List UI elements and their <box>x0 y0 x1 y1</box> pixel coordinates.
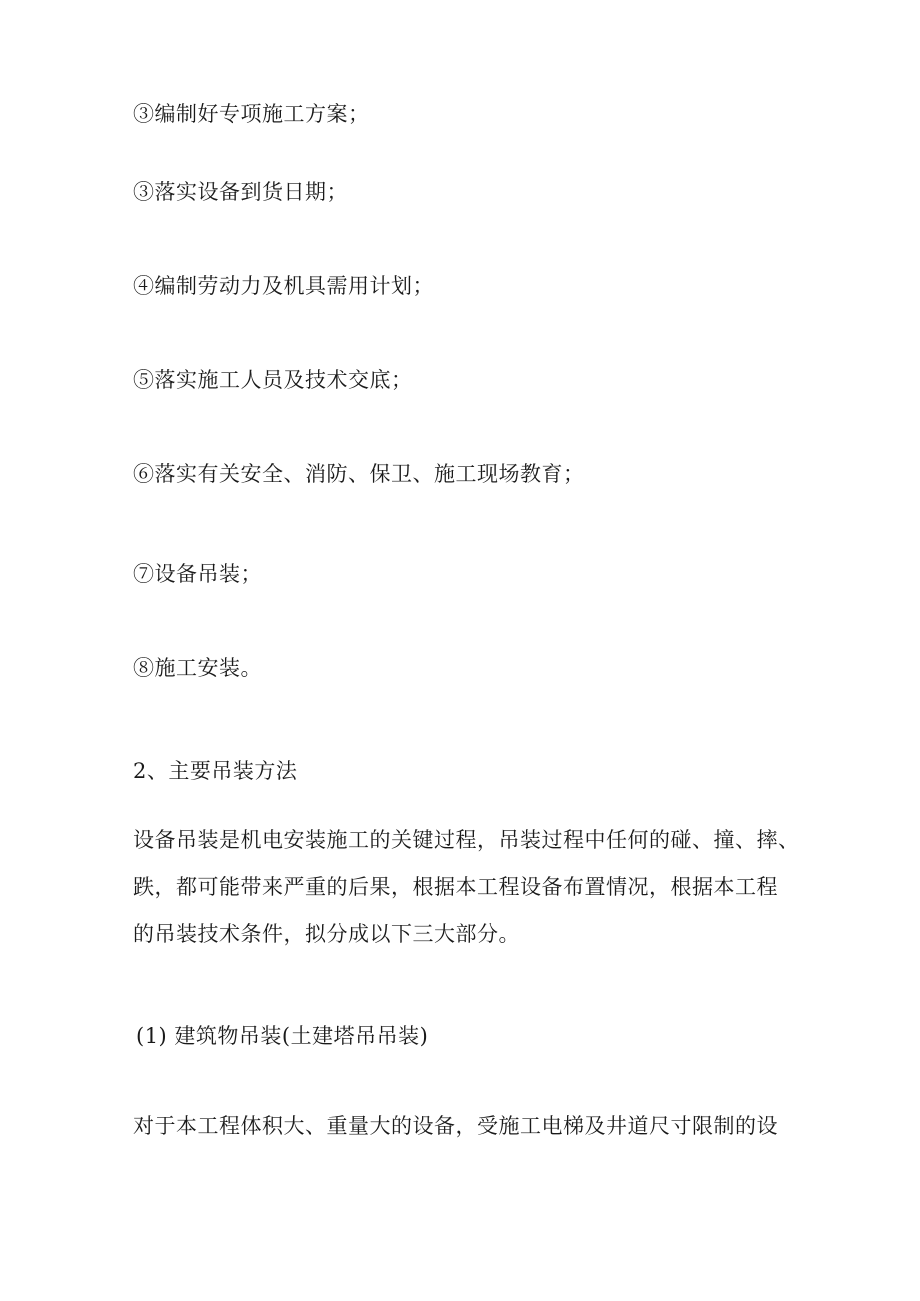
step-item-1: ③编制好专项施工方案； <box>133 102 370 126</box>
paragraph-line-1: 设备吊装是机电安装施工的关键过程，吊装过程中任何的碰、撞、摔、 <box>133 828 800 852</box>
step-item-6: ⑦设备吊装； <box>133 562 262 586</box>
step-item-4: ⑤落实施工人员及技术交底； <box>133 368 413 392</box>
step-item-3: ④编制劳动力及机具需用计划； <box>133 274 434 298</box>
paragraph-line-3: 的吊装技术条件，拟分成以下三大部分。 <box>133 922 520 946</box>
step-item-7: ⑧施工安装。 <box>133 656 262 680</box>
paragraph-line-2: 跌，都可能带来严重的后果，根据本工程设备布置情况，根据本工程 <box>133 875 778 899</box>
paragraph-continued-line: 对于本工程体积大、重量大的设备，受施工电梯及井道尺寸限制的设 <box>133 1114 778 1138</box>
body-paragraph <box>133 817 813 958</box>
step-item-2: ③落实设备到货日期； <box>133 180 348 204</box>
section-heading: 2、主要吊装方法 <box>133 759 298 783</box>
subsection-heading: (1) 建筑物吊装(土建塔吊吊装) <box>136 1024 429 1048</box>
step-item-5: ⑥落实有关安全、消防、保卫、施工现场教育； <box>133 462 585 486</box>
